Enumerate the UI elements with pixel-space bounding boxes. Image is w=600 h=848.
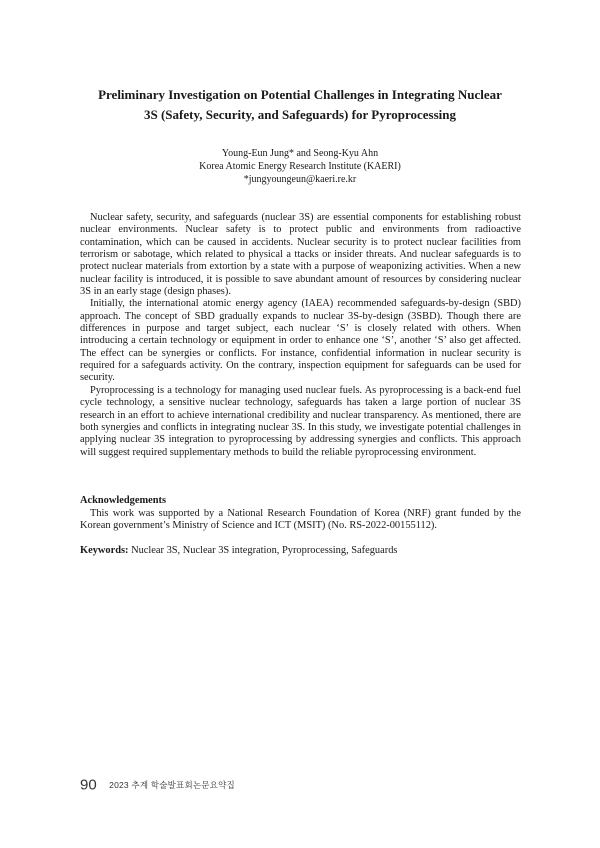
- title-line-2: 3S (Safety, Security, and Safeguards) for Pyroprocessing: [143, 107, 456, 122]
- keywords-label: Keywords:: [80, 545, 129, 556]
- abstract-paragraph: Initially, the international atomic energy agency (IAEA) recommended safeguards-by-design (SBD) approach. The concept of SBD gradually expands to nuclear 3S-by-design (3SBD). Though there are differences in purpose and target subject, each nuclear ‘S’ is closely related with others. When introducing a certain technology or equipment in order to enhance one ‘S’, another ‘S’ also get affected. The effect can be synergies or conflicts. For instance, confidential information in nuclear security is required for a safeguards activity. On the contrary, inspection equipment for safeguards can be used for security.: [80, 298, 521, 384]
- abstract-paragraph: Nuclear safety, security, and safeguards (nuclear 3S) are essential components for establishing robust nuclear environments. Nuclear safety is to protect public and environments from radioactive contamination, which can be caused in accidents. Nuclear security is to protect nuclear facilities from terrorism or sabotage, which related to physical a ttacks or insider threats. And nuclear safeguards is to protect nuclear materials from extortion by a state with a purpose of weaponizing activities. When a new nuclear facility is introduced, it is possible to save abundant amount of resources by considering nuclear 3S in an early stage (design phases).: [80, 212, 521, 298]
- keywords-line: [80, 545, 397, 557]
- abstract-paragraph: Pyroprocessing is a technology for managing used nuclear fuels. As pyroprocessing is a back-end fuel cycle technology, a sensitive nuclear technology, safeguards has taken a large portion of nuclear 3S research in an effort to achieve international credibility and nuclear transparency. As mentioned, there are both synergies and conflicts in integrating nuclear 3S. In this study, we investigate potential challenges in applying nuclear 3S integration to pyroprocessing by addressing synergies and conflicts. This approach will suggest required supplementary methods to build the reliable pyroprocessing environment.: [80, 384, 521, 458]
- author-email: *jungyoungeun@kaeri.re.kr: [243, 174, 357, 185]
- footer-proceedings-title: 2023 추계 학술발표회논문요약집: [109, 779, 235, 790]
- acknowledgements-heading: Acknowledgements: [80, 495, 167, 506]
- author-affiliation: Korea Atomic Energy Research Institute (KAERI): [199, 161, 401, 172]
- keywords-text: Nuclear 3S, Nuclear 3S integration, Pyroprocessing, Safeguards: [131, 545, 398, 556]
- page-number: 90: [80, 776, 97, 794]
- paper-title: [70, 85, 530, 125]
- author-names: Young-Eun Jung* and Seong-Kyu Ahn: [221, 148, 379, 159]
- page-footer: [80, 776, 235, 794]
- abstract-body: [80, 212, 521, 459]
- title-line-1: Preliminary Investigation on Potential Challenges in Integrating Nuclear: [98, 87, 502, 102]
- acknowledgements-text: This work was supported by a National Research Foundation of Korea (NRF) grant funded by the Korean government’s Ministry of Science and ICT (MSIT) (No. RS-2022-00155112).: [80, 507, 521, 531]
